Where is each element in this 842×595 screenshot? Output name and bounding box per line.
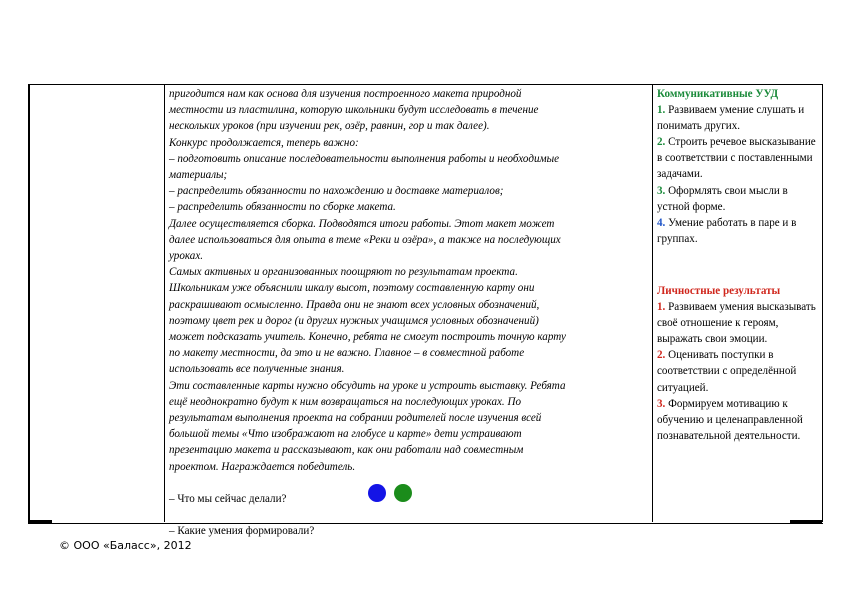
text-line: – распределить обязанности по сборке макета. bbox=[169, 201, 396, 214]
column-divider-2 bbox=[652, 84, 653, 522]
personal-results-heading: Личностные результаты bbox=[657, 284, 781, 297]
table-right-border bbox=[822, 84, 823, 522]
text-line: Школьникам уже объяснили шкалу высот, поэтому составленную карту они bbox=[169, 282, 535, 295]
text-line: ещё неоднократно будут к ним возвращаться на последующих уроках. По bbox=[169, 395, 522, 408]
text-line: Самых активных и организованных поощряют по результатам проекта. bbox=[169, 266, 518, 279]
text-line: большой темы «Что изображают на глобусе и карте» дети устраивают bbox=[169, 428, 522, 441]
text-line: проектом. Награждается победитель. bbox=[169, 460, 356, 473]
text-line: – распределить обязанности по нахождению и доставке материалов; bbox=[169, 185, 504, 198]
communicative-heading: Коммуникативные УУД bbox=[657, 88, 779, 100]
personal-item: 1. Развиваем умения высказывать своё отношение к героям, выражать свои эмоции. bbox=[657, 301, 816, 346]
text-line: далее использоваться для опыта в теме «Реки и озёра», а также на последующих bbox=[169, 233, 561, 246]
blue-marker-dot bbox=[368, 484, 386, 502]
text-line: уроках. bbox=[169, 250, 204, 263]
text-line: результатам выполнения проекта на собрании родителей после изучения всей bbox=[169, 412, 542, 425]
text-line: Далее осуществляется сборка. Подводятся итоги работы. Этот макет может bbox=[169, 217, 555, 230]
text-line: материалы; bbox=[169, 169, 228, 182]
copyright-footer: © ООО «Баласс», 2012 bbox=[59, 539, 192, 552]
outcomes-cell bbox=[657, 86, 817, 444]
lesson-description-cell bbox=[169, 86, 649, 539]
text-line: может подсказать учитель. Конечно, ребята не смогут построить точную карту bbox=[169, 331, 566, 344]
personal-item: 2. Оценивать поступки в соответствии с определённой ситуацией. bbox=[657, 349, 797, 394]
text-line: нескольких уроков (при изучении рек, озёр, равнин, гор и так далее). bbox=[169, 120, 490, 133]
text-line: использовать все полученные знания. bbox=[169, 363, 345, 376]
text-line: презентацию макета и рассказывают, как они работали над совместным bbox=[169, 444, 524, 457]
column-divider-1 bbox=[164, 84, 165, 522]
question-what-did-we-do: – Что мы сейчас делали? bbox=[169, 492, 287, 505]
communicative-item: 1. Развиваем умение слушать и понимать других. bbox=[657, 104, 805, 133]
communicative-item: 2. Строить речевое высказывание в соответствии с поставленными задачами. bbox=[657, 136, 816, 181]
table-left-border bbox=[28, 84, 30, 522]
communicative-item: 3. Оформлять свои мысли в устной форме. bbox=[657, 184, 788, 213]
text-line: Эти составленные карты нужно обсудить на уроке и устроить выставку. Ребята bbox=[169, 379, 566, 392]
text-line: Конкурс продолжается, теперь важно: bbox=[169, 136, 359, 149]
text-line: раскрашивают осмысленно. Правда они не знают всех условных обозначений, bbox=[169, 298, 540, 311]
table-corner-right bbox=[790, 520, 822, 523]
text-line: по макету местности, да это и не важно. Главное – в совместной работе bbox=[169, 347, 525, 360]
personal-item: 3. Формируем мотивацию к обучению и целенаправленной познавательной деятельности. bbox=[657, 397, 803, 442]
table-corner-left bbox=[28, 520, 52, 523]
text-line: – подготовить описание последовательности выполнения работы и необходимые bbox=[169, 152, 560, 165]
green-marker-dot bbox=[394, 484, 412, 502]
question-which-skills: – Какие умения формировали? bbox=[169, 525, 315, 538]
text-line: поэтому цвет рек и дорог (и других нужных учащимся условных обозначений) bbox=[169, 314, 539, 327]
text-line: пригодится нам как основа для изучения построенного макета природной bbox=[169, 88, 522, 100]
communicative-item: 4. Умение работать в паре и в группах. bbox=[657, 216, 797, 245]
text-line: местности из пластилина, которую школьники будут исследовать в течение bbox=[169, 104, 539, 117]
